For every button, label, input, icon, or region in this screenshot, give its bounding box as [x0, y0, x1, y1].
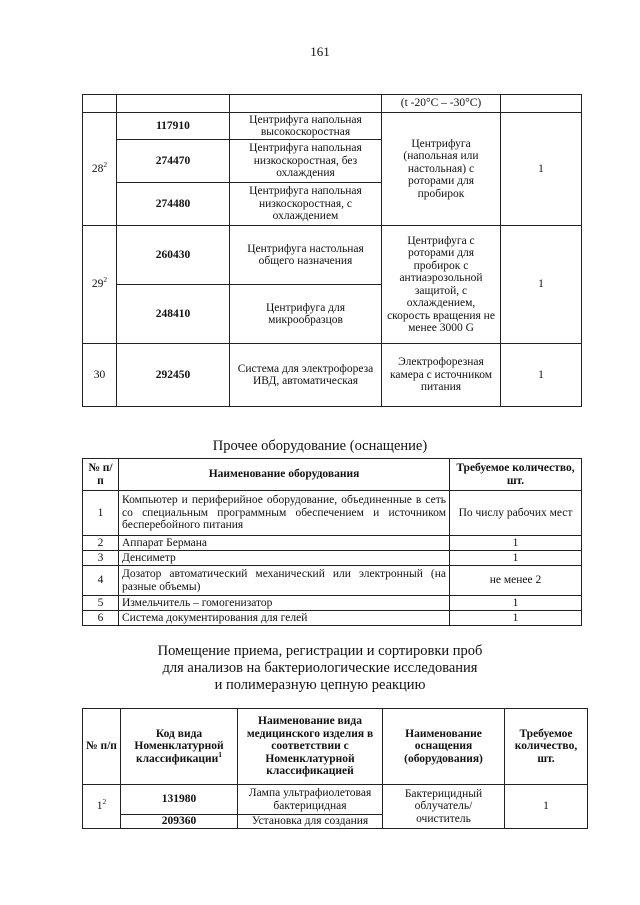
- equipment-name: Система документирования для гелей: [119, 611, 450, 626]
- header-equipment-name: Наименование оборудования: [119, 459, 450, 491]
- quantity: 1: [450, 611, 582, 626]
- table-cell: [501, 95, 582, 113]
- section-title-line: Помещение приема, регистрации и сортировки проб: [157, 643, 483, 659]
- row-number: $1^2$: [83, 785, 121, 829]
- equipment-cell: Центрифуга с роторами для пробирок с антиаэрозольной защитой, с охлаждением, скорость вращения не менее 3000 G: [382, 226, 501, 344]
- row-number: 3: [83, 551, 119, 566]
- code-cell: 131980: [121, 785, 238, 815]
- equipment-name: Измельчитель – гомогенизатор: [119, 596, 450, 611]
- equipment-name: Денсиметр: [119, 551, 450, 566]
- device-name-cell: Центрифуга настольная общего назначения: [230, 226, 382, 285]
- code-cell: 274480: [117, 183, 230, 226]
- section-title-other-equipment: Прочее оборудование (оснащение): [212, 438, 428, 454]
- equipment-name: Дозатор автоматический механический или электронный (на разные объемы): [119, 566, 450, 596]
- table-cell: [117, 95, 230, 113]
- device-name-cell: Лампа ультрафиолетовая бактерицидная: [238, 785, 383, 815]
- equipment-cell: Электрофорезная камера с источником питания: [382, 344, 501, 407]
- quantity-cell: 1: [501, 226, 582, 344]
- quantity-cell: 1: [501, 344, 582, 407]
- header-quantity: Требуемое количество, шт.: [450, 459, 582, 491]
- equipment-name: Аппарат Бермана: [119, 536, 450, 551]
- quantity-cell: 1: [501, 113, 582, 226]
- row-number: $29^2$: [83, 226, 117, 344]
- quantity: не менее 2: [450, 566, 582, 596]
- code-cell: 274470: [117, 140, 230, 183]
- row-number: 4: [83, 566, 119, 596]
- code-cell: 260430: [117, 226, 230, 285]
- other-equipment-table: [82, 458, 582, 626]
- equipment-table-continued: [82, 94, 582, 407]
- page-number: 161: [310, 44, 330, 59]
- code-cell: 117910: [117, 113, 230, 140]
- header-number: № п/п: [83, 709, 121, 785]
- equipment-cell: Бактерицидный облучатель/ очиститель: [383, 785, 505, 829]
- temperature-range-cell: (t -20°C – -30°C): [382, 95, 501, 113]
- section-title-line: и полимеразную цепную реакцию: [214, 677, 426, 693]
- quantity-cell: 1: [505, 785, 588, 829]
- code-cell: 292450: [117, 344, 230, 407]
- device-name-cell: Центрифуга для микрообразцов: [230, 285, 382, 344]
- section-title-sample-room: [0, 643, 640, 694]
- row-number: 5: [83, 596, 119, 611]
- row-number: $28^2$: [83, 113, 117, 226]
- quantity: 1: [450, 551, 582, 566]
- device-name-cell: Установка для создания: [238, 815, 383, 829]
- section-title-line: для анализов на бактериологические исследования: [162, 660, 478, 676]
- code-cell: 248410: [117, 285, 230, 344]
- quantity: По числу рабочих мест: [450, 491, 582, 536]
- device-name-cell: Центрифуга напольная низкоскоростная, без охлаждения: [230, 140, 382, 183]
- row-number: 1: [83, 491, 119, 536]
- row-number: 30: [83, 344, 117, 407]
- quantity: 1: [450, 596, 582, 611]
- device-name-cell: Центрифуга напольная низкоскоростная, с охлаждением: [230, 183, 382, 226]
- header-equipment: Наименование оснащения (оборудования): [383, 709, 505, 785]
- header-device-name: Наименование вида медицинского изделия в соответствии с Номенклатурной классификацией: [238, 709, 383, 785]
- sample-room-equipment-table: [82, 708, 588, 829]
- header-number: № п/п: [83, 459, 119, 491]
- row-number: 6: [83, 611, 119, 626]
- equipment-cell: Центрифуга (напольная или настольная) с роторами для пробирок: [382, 113, 501, 226]
- row-number: 2: [83, 536, 119, 551]
- table-cell: [83, 95, 117, 113]
- device-name-cell: Система для электрофореза ИВД, автоматическая: [230, 344, 382, 407]
- header-code: Код вида Номенклатурной классификации$^1$: [121, 709, 238, 785]
- equipment-name: Компьютер и периферийное оборудование, объединенные в сеть со специальным программным обеспечением и источником бесперебойного питания: [119, 491, 450, 536]
- table-cell: [230, 95, 382, 113]
- header-quantity: Требуемое количество, шт.: [505, 709, 588, 785]
- quantity: 1: [450, 536, 582, 551]
- code-cell: 209360: [121, 815, 238, 829]
- device-name-cell: Центрифуга напольная высокоскоростная: [230, 113, 382, 140]
